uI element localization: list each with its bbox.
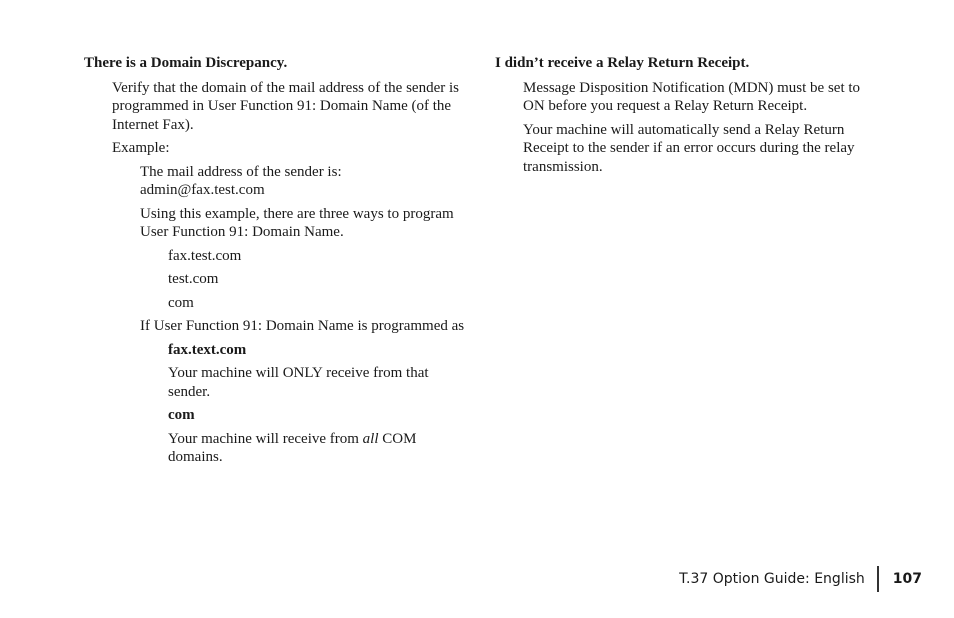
right-column bbox=[495, 54, 880, 181]
if-programmed-paragraph: If User Function 91: Domain Name is programmed as bbox=[140, 318, 465, 334]
domain-option-1: fax.test.com bbox=[168, 247, 242, 264]
sender-address-intro: The mail address of the sender is: bbox=[140, 163, 342, 180]
sender-address-value: admin@fax.test.com bbox=[140, 182, 265, 198]
page-footer bbox=[679, 567, 922, 591]
case-2-desc-start: Your machine will receive from bbox=[168, 430, 363, 447]
auto-send-paragraph: Your machine will automatically send a Relay Return Receipt to the sender if an error occurs during the relay transmission. bbox=[523, 121, 855, 175]
case-1-term: fax.text.com bbox=[168, 341, 247, 358]
case-2-description bbox=[168, 430, 469, 467]
relay-receipt-heading: I didn’t receive a Relay Return Receipt. bbox=[495, 55, 750, 71]
domain-discrepancy-heading: There is a Domain Discrepancy. bbox=[84, 55, 288, 71]
guide-title: T.37 Option Guide: English bbox=[679, 570, 865, 587]
verify-paragraph: Verify that the domain of the mail address of the sender is programmed in User Function 91: Domain Name (of the Internet Fax). bbox=[112, 79, 459, 133]
case-1-description: Your machine will ONLY receive from that sender. bbox=[168, 365, 429, 400]
domain-option-3: com bbox=[168, 294, 194, 311]
page-number: 107 bbox=[892, 570, 922, 587]
sender-address-paragraph bbox=[140, 163, 469, 200]
case-2-term: com bbox=[168, 407, 195, 423]
case-2-desc-end: COM domains. bbox=[168, 430, 417, 465]
three-ways-paragraph: Using this example, there are three ways to program User Function 91: Domain Name. bbox=[140, 205, 454, 240]
footer-divider bbox=[877, 566, 879, 592]
example-label: Example: bbox=[112, 140, 170, 156]
case-2-desc-emphasis: all bbox=[362, 430, 379, 447]
mdn-paragraph: Message Disposition Notification (MDN) must be set to ON before you request a Relay Return Receipt. bbox=[523, 79, 861, 114]
domain-option-2: test.com bbox=[168, 271, 219, 287]
left-column bbox=[84, 54, 469, 472]
